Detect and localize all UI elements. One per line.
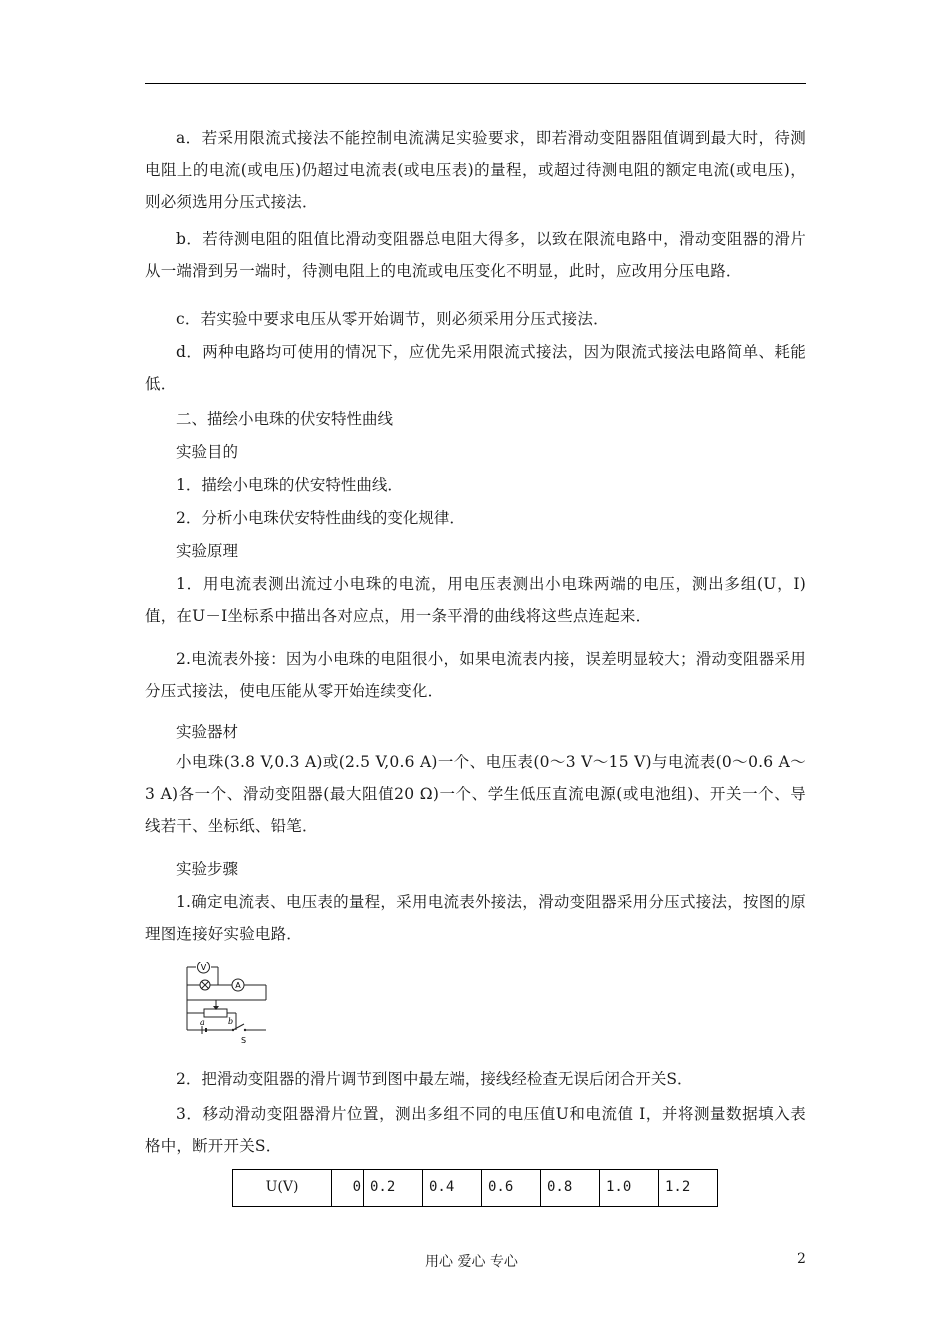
footer-slogan: 用心 爱心 专心 xyxy=(425,1254,518,1270)
voltmeter-label: V xyxy=(200,963,207,972)
equipment-text: 小电珠(3.8 V,0.3 A)或(2.5 V,0.6 A)一个、电压表(0～3 V～15 V)与电流表(0～0.6 A～3 A)各一个、滑动变阻器(最大阻值20 Ω)一个、学生低压直流电源(或电池组)、开关一个、导线若干、坐标纸、铅笔． xyxy=(145,753,806,835)
steps-heading: 实验步骤 xyxy=(176,860,239,878)
purpose-item-1: 1．描绘小电珠的伏安特性曲线． xyxy=(176,476,403,494)
principle-heading: 实验原理 xyxy=(176,542,239,560)
table-cell: 1.0 xyxy=(600,1170,659,1207)
equipment-heading: 实验器材 xyxy=(176,723,239,741)
header-rule xyxy=(145,83,806,84)
table-cell: 0.2 xyxy=(364,1170,423,1207)
paragraph-b: b．若待测电阻的阻值比滑动变阻器总电阻大得多，以致在限流电路中，滑动变阻器的滑片从一端滑到另一端时，待测电阻上的电流或电压变化不明显，此时，应改用分压电路． xyxy=(145,230,806,280)
table-cell: 1.2 xyxy=(659,1170,718,1207)
measurement-table xyxy=(232,1169,718,1207)
switch-blade-icon xyxy=(233,1024,244,1030)
circuit-diagram xyxy=(180,962,272,1046)
purpose-item-2: 2．分析小电珠伏安特性曲线的变化规律． xyxy=(176,509,465,527)
table-cell: 0.4 xyxy=(423,1170,482,1207)
section-title: 二、描绘小电珠的伏安特性曲线 xyxy=(176,410,394,428)
table-row xyxy=(233,1170,718,1207)
principle-item-1: 1．用电流表测出流过小电珠的电流，用电压表测出小电珠两端的电压，测出多组(U，I)值，在U－I坐标系中描出各对应点，用一条平滑的曲线将这些点连起来． xyxy=(145,575,806,625)
table-cell: 0.8 xyxy=(541,1170,600,1207)
step-1: 1.确定电流表、电压表的量程，采用电流表外接法，滑动变阻器采用分压式接法，按图的原理图连接好实验电路． xyxy=(145,893,806,943)
paragraph-a: a．若采用限流式接法不能控制电流满足实验要求，即若滑动变阻器阻值调到最大时，待测电阻上的电流(或电压)仍超过电流表(或电压表)的量程，或超过待测电阻的额定电流(或电压)，则必须选用分压式接法． xyxy=(145,129,806,211)
purpose-heading: 实验目的 xyxy=(176,443,239,461)
table-cell: 0 xyxy=(332,1170,364,1207)
table-cell: 0.6 xyxy=(482,1170,541,1207)
paragraph-d: d．两种电路均可使用的情况下，应优先采用限流式接法，因为限流式接法电路简单、耗能低． xyxy=(145,343,806,393)
slider-label-b: b xyxy=(228,1017,234,1026)
rheostat-icon xyxy=(204,1009,227,1017)
step-2: 2．把滑动变阻器的滑片调节到图中最左端，接线经检查无误后闭合开关S． xyxy=(176,1070,693,1088)
table-header-cell: U(V) xyxy=(233,1170,332,1207)
step-3: 3．移动滑动变阻器滑片位置，测出多组不同的电压值U和电流值 I，并将测量数据填入表格中，断开开关S． xyxy=(145,1105,806,1155)
page-number: 2 xyxy=(797,1251,806,1267)
principle-item-2: 2.电流表外接：因为小电珠的电阻很小，如果电流表内接，误差明显较大；滑动变阻器采用分压式接法，使电压能从零开始连续变化． xyxy=(145,650,806,700)
switch-contact xyxy=(244,1029,246,1031)
switch-label: S xyxy=(241,1036,247,1045)
ammeter-label: A xyxy=(235,981,241,990)
paragraph-c: c．若实验中要求电压从零开始调节，则必须采用分压式接法． xyxy=(176,310,609,328)
slider-label-a: a xyxy=(200,1018,205,1027)
